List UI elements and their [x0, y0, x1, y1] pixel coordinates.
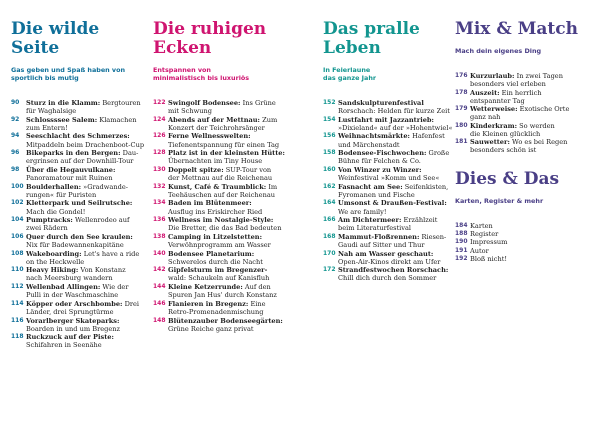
entry-text — [26, 250, 147, 266]
entry-list — [11, 99, 147, 349]
entry-description: beim Literaturfestival — [338, 224, 412, 233]
entry-description: Seifenkisten, — [404, 182, 449, 191]
entry-title: Quer durch den See kraulen: — [26, 232, 133, 241]
section-subtitle: Gas geben und Spaß haben von sportlich bis mutig — [11, 66, 126, 82]
section-subtitle: Mach dein eigenes Ding — [455, 47, 542, 55]
entry-description: Wie der — [102, 283, 129, 292]
entry-title: Flanieren in Bregenz: — [168, 299, 249, 308]
entry-title: Ruckzuck auf der Piste: — [26, 333, 114, 342]
entry-text — [168, 149, 289, 165]
page-number: 100 — [11, 182, 24, 190]
entry-description: besonders schön ist — [470, 146, 537, 155]
page-number: 126 — [153, 132, 166, 140]
toc-entry[interactable] — [11, 283, 147, 299]
entry-text — [26, 183, 147, 199]
entry-description: Retro-Promenadenmischung — [168, 307, 264, 316]
entry-title: Swingolf Bodensee: — [168, 99, 241, 107]
entry-text — [470, 138, 591, 154]
toc-entry[interactable] — [11, 132, 147, 148]
entry-description: besonders viel erleben — [470, 80, 546, 89]
entry-text — [26, 317, 147, 333]
entry-list — [323, 99, 459, 283]
entry-title: Ferne Wellnesswelten: — [168, 132, 251, 141]
entry-text — [26, 116, 147, 132]
entry-text — [168, 116, 289, 132]
entry-description: Grüne Reiche ganz privat — [168, 324, 254, 333]
page-number: 160 — [323, 165, 336, 173]
section-mix-match — [455, 20, 591, 155]
entry-text — [338, 216, 459, 232]
entry-text — [26, 266, 147, 282]
toc-entry[interactable] — [153, 116, 289, 132]
page-number: 114 — [11, 299, 24, 307]
entry-description: Die Bretter, die das Bad bedeuten — [168, 224, 282, 233]
page-number: 94 — [11, 132, 20, 140]
toc-entry[interactable] — [323, 166, 459, 182]
toc-entry[interactable] — [323, 266, 459, 282]
toc-entry[interactable] — [153, 300, 289, 316]
entry-text — [168, 317, 289, 333]
page-number: 104 — [11, 216, 24, 224]
entry-description: rungen« für Puristen — [26, 190, 97, 199]
entry-title: Mammut-Floßrennen: — [338, 232, 420, 241]
entry-description: zwei Rädern — [26, 224, 68, 233]
toc-entry[interactable] — [455, 122, 591, 138]
toc-entry[interactable] — [11, 216, 147, 232]
page-number: 92 — [11, 115, 20, 123]
toc-entry[interactable] — [11, 300, 147, 316]
entry-description: »Dixieland« auf der »Hohentwiel« — [338, 123, 453, 132]
entry-description: Drei — [124, 299, 140, 308]
entry-text: Impressum — [470, 238, 508, 247]
entry-title: Wellenbad Allingen: — [26, 283, 101, 292]
toc-entry[interactable] — [11, 250, 147, 266]
entry-title: Camping in Litzelstetten: — [168, 232, 263, 241]
toc-entry[interactable] — [153, 183, 289, 199]
entry-description: Konzert der Teichrohrsänger — [168, 123, 265, 132]
toc-entry[interactable] — [11, 317, 147, 333]
page-number: 112 — [11, 283, 24, 291]
toc-entry[interactable] — [153, 317, 289, 333]
entry-title: Bikeparks in den Bergen: — [26, 149, 121, 158]
entry-title: Schlossssee Salem: — [26, 115, 98, 124]
toc-entry[interactable] — [153, 99, 289, 115]
entry-text — [26, 233, 147, 249]
entry-description: ergrinsen auf der Downhill-Tour — [26, 157, 134, 166]
toc-entry[interactable] — [11, 333, 147, 349]
entry-description: on the Heckwelle — [26, 257, 85, 266]
page-number: 134 — [153, 199, 166, 207]
toc-entry[interactable] — [455, 105, 591, 121]
entry-text — [168, 266, 289, 282]
entry-title: Kurzurlaub: — [470, 72, 515, 80]
entry-list — [455, 72, 591, 155]
page-number: 102 — [11, 199, 24, 207]
toc-entry[interactable] — [323, 183, 459, 199]
page-number: 116 — [11, 316, 24, 324]
page-number: 188 — [455, 229, 468, 237]
entry-text — [168, 132, 289, 148]
toc-entry[interactable] — [153, 283, 289, 299]
entry-text — [338, 149, 459, 165]
entry-text — [470, 105, 591, 121]
page-number: 152 — [323, 99, 336, 106]
entry-text — [168, 250, 289, 266]
page-number: 136 — [153, 216, 166, 224]
toc-entry[interactable] — [11, 166, 147, 182]
page-number: 128 — [153, 149, 166, 157]
entry-title: Wakeboarding: — [26, 249, 82, 258]
toc-entry[interactable] — [455, 247, 591, 255]
section-title: Mix & Match — [455, 19, 578, 39]
toc-entry[interactable] — [11, 266, 147, 282]
entry-description: Dau- — [122, 149, 139, 158]
entry-description: SUP-Tour von — [225, 165, 272, 174]
entry-text — [26, 199, 147, 215]
entry-text — [338, 116, 459, 132]
entry-title: Abends auf der Mettnau: — [168, 115, 260, 124]
section-das-pralle-leben — [323, 20, 459, 283]
toc-entry[interactable] — [153, 149, 289, 165]
entry-description: »Gradwande- — [83, 182, 128, 191]
toc-entry[interactable] — [153, 166, 289, 182]
entry-text — [338, 99, 459, 115]
entry-description: Ins Grüne — [242, 99, 276, 107]
entry-description: Mach die Gondel! — [26, 207, 86, 216]
toc-entry[interactable] — [11, 99, 147, 115]
entry-description: Erzählzeit — [403, 216, 438, 225]
page-number: 148 — [153, 316, 166, 324]
toc-entry[interactable] — [153, 132, 289, 148]
toc-entry[interactable] — [323, 216, 459, 232]
page-number: 192 — [455, 255, 468, 263]
entry-description: Rorschach: Helden für kurze Zeit — [338, 107, 450, 116]
entry-text: Autor — [470, 246, 489, 255]
entry-description: Zum — [262, 115, 278, 124]
entry-text — [26, 166, 147, 182]
section-title: Dies & Das — [455, 168, 560, 189]
entry-text — [26, 132, 147, 148]
toc-entry[interactable] — [455, 238, 591, 246]
toc-entry[interactable] — [455, 138, 591, 154]
entry-title: Umsonst & Draußen-Festival: — [338, 199, 447, 208]
page-number: 140 — [153, 249, 166, 257]
entry-description: nach Meersburg wandern — [26, 274, 113, 283]
toc-entry[interactable] — [153, 216, 289, 232]
entry-description: Chill dich durch den Sommer — [338, 274, 437, 283]
page-number: 110 — [11, 266, 24, 274]
entry-title: Bodensee-Fischwochen: — [338, 149, 427, 158]
entry-title: Pumptracks: — [26, 216, 73, 225]
page-number: 190 — [455, 238, 468, 246]
page-number: 158 — [323, 149, 336, 157]
entry-text — [26, 149, 147, 165]
entry-description: Boarden in und um Bregenz — [26, 324, 120, 333]
toc-entry[interactable] — [323, 233, 459, 249]
entry-description: Spuren Jan Hus' durch Konstanz — [168, 291, 277, 300]
entry-description: Große — [428, 149, 450, 158]
entry-description: Teehäuschen auf der Reichenau — [168, 190, 276, 199]
toc-entry[interactable] — [455, 89, 591, 105]
entry-title: Wetterweise: — [470, 105, 518, 114]
section-dies-das — [455, 170, 591, 264]
entry-text — [168, 216, 289, 232]
entry-title: Bodensee Planetarium: — [168, 249, 255, 258]
entry-description: Open-Air-Kinos direkt am Ufer — [338, 257, 441, 266]
section-title: Die ruhigen Ecken — [153, 19, 267, 58]
page-number: 166 — [323, 216, 336, 224]
page-number: 118 — [11, 333, 24, 341]
page-number: 180 — [455, 121, 468, 129]
entry-title: Über die Hegauvulkane: — [26, 165, 116, 174]
toc-entry[interactable] — [455, 72, 591, 88]
entry-text — [26, 333, 147, 349]
toc-entry[interactable] — [323, 199, 459, 215]
entry-description: Klamachen — [99, 115, 137, 124]
entry-description: Tiefenentspannung für einen Tag — [168, 140, 280, 149]
toc-entry[interactable] — [323, 250, 459, 266]
entry-description: Let's have a ride — [83, 249, 140, 258]
entry-text — [470, 122, 591, 138]
entry-description: We are family! — [338, 207, 387, 216]
entry-title: Kunst, Café & Traumblick: — [168, 182, 267, 191]
toc-entry[interactable] — [11, 149, 147, 165]
entry-title: Kinderkram: — [470, 121, 518, 130]
entry-description: Verwöhnprogramm am Wasser — [168, 240, 271, 249]
entry-description: Auf den — [244, 283, 271, 292]
toc-entry[interactable] — [455, 230, 591, 238]
entry-title: Kletterpark und Seilrutsche: — [26, 199, 133, 208]
section-die-ruhigen-ecken — [153, 20, 289, 333]
toc-entry[interactable] — [11, 233, 147, 249]
entry-title: Am Dichtermeer: — [338, 216, 402, 225]
entry-description: Eine — [250, 299, 266, 308]
entry-text — [338, 233, 459, 249]
entry-title: Sauwetter: — [470, 138, 510, 147]
entry-description: Im — [268, 182, 278, 191]
section-title: Das pralle Leben — [323, 19, 420, 58]
entry-title: Auszeit: — [470, 88, 500, 97]
toc-entry[interactable] — [11, 183, 147, 199]
section-subtitle: Karten, Register & mehr — [455, 196, 544, 205]
page-number: 184 — [455, 221, 468, 229]
entry-text — [168, 199, 289, 215]
page-number: 168 — [323, 232, 336, 240]
entry-description: die Kleinen glücklich — [470, 129, 541, 138]
entry-title: Sturz in die Klamm: — [26, 99, 101, 107]
entry-title: Boulderhallen: — [26, 182, 82, 191]
entry-title: Köpper oder Arschbombe: — [26, 299, 123, 308]
entry-text — [168, 99, 289, 115]
entry-text — [338, 166, 459, 182]
toc-entry[interactable] — [323, 132, 459, 148]
entry-description: Riesen- — [421, 232, 447, 241]
page-number: 108 — [11, 249, 24, 257]
section-title: Die wilde Seite — [11, 19, 100, 58]
toc-entry[interactable] — [323, 116, 459, 132]
entry-text — [470, 89, 591, 105]
entry-text — [470, 72, 591, 88]
page-number: 124 — [153, 115, 166, 123]
entry-title: Sandskulpturenfestival — [338, 99, 424, 107]
entry-title: Platz ist in der kleinsten Hütte: — [168, 149, 285, 158]
entry-description: Hafenfest — [412, 132, 445, 141]
entry-description: zum Entern! — [26, 123, 68, 132]
entry-description: Bergtouren — [102, 99, 141, 107]
entry-text — [338, 250, 459, 266]
toc-entry[interactable] — [455, 255, 591, 263]
entry-title: Strandfestwochen Rorschach: — [338, 266, 449, 275]
entry-text — [26, 283, 147, 299]
entry-description: Panoramatour mit Ruinen — [26, 174, 113, 183]
entry-description: Ein herrlich — [501, 88, 542, 97]
entry-description: Ausflug ins Eriskircher Ried — [168, 207, 263, 216]
page-number: 98 — [11, 165, 20, 173]
entry-text — [338, 266, 459, 282]
entry-description: Mitpaddeln beim Drachenboot-Cup — [26, 140, 145, 149]
page-number: 156 — [323, 132, 336, 140]
toc-entry[interactable] — [455, 222, 591, 230]
toc-entry[interactable] — [153, 266, 289, 282]
entry-description: Exotische Orte — [519, 105, 570, 114]
entry-title: Doppelt spitze: — [168, 165, 224, 174]
entry-description: für Waghalsige — [26, 107, 77, 116]
entry-title: Seeschlacht des Schmerzes: — [26, 132, 130, 141]
page-number: 142 — [153, 266, 166, 274]
entry-text — [168, 283, 289, 299]
page-number: 179 — [455, 105, 468, 113]
entry-description: der Mettnau auf die Reichenau — [168, 174, 273, 183]
entry-title: Von Winzer zu Winzer: — [338, 165, 422, 174]
entry-description: Gaudi auf Sitter und Thur — [338, 240, 425, 249]
entry-description: Nix für Badewannenkapitäne — [26, 240, 124, 249]
entry-title: Heavy Hiking: — [26, 266, 79, 275]
entry-description: Pulli in der Waschmaschine — [26, 291, 119, 300]
section-subtitle: In Feierlaune das ganze Jahr — [323, 66, 377, 82]
page-number: 90 — [11, 99, 20, 106]
page-number: 170 — [323, 249, 336, 257]
entry-description: Bühne für Felchen & Co. — [338, 157, 421, 166]
entry-description: So werden — [519, 121, 555, 130]
entry-title: Fasnacht am See: — [338, 182, 403, 191]
page-number: 146 — [153, 299, 166, 307]
entry-title: Lustfahrt mit Jazzantrieb: — [338, 115, 434, 124]
page-number: 154 — [323, 115, 336, 123]
entry-description: und Märchenstadt — [338, 140, 400, 149]
page-number: 164 — [323, 199, 336, 207]
entry-description: Fyromanen und Fische — [338, 190, 415, 199]
entry-list — [153, 99, 289, 333]
section-die-wilde-seite — [11, 20, 147, 350]
entry-text — [168, 183, 289, 199]
section-subtitle: Entspannen von minimalistisch bis luxuriös — [153, 66, 250, 82]
entry-description: In zwei Tagen — [516, 72, 563, 80]
entry-description: Von Konstanz — [80, 266, 126, 275]
entry-list — [455, 222, 591, 264]
toc-entry[interactable] — [11, 116, 147, 132]
page-number: 178 — [455, 88, 468, 96]
page-number: 162 — [323, 182, 336, 190]
entry-title: Baden im Blütenmeer: — [168, 199, 252, 208]
entry-title: Nah am Wasser geschaut: — [338, 249, 434, 258]
page-number: 144 — [153, 283, 166, 291]
entry-text: Bloß nicht! — [470, 255, 508, 264]
column-mix-and-dies — [455, 20, 591, 264]
toc-entry[interactable] — [153, 233, 289, 249]
toc-entry[interactable] — [323, 149, 459, 165]
entry-description: Wellenrodeo auf — [74, 216, 130, 225]
entry-title: Kleine Ketzerrunde: — [168, 283, 243, 292]
entry-text — [168, 166, 289, 182]
entry-description: Schifahren in Seenähe — [26, 341, 102, 350]
entry-title: Weihnachtsmärkte: — [338, 132, 410, 141]
page-number: 172 — [323, 266, 336, 274]
toc-entry[interactable] — [323, 99, 459, 115]
entry-description: Wo es bei Regen — [512, 138, 568, 147]
entry-text — [26, 99, 147, 115]
entry-text — [168, 300, 289, 316]
entry-description: Übernachten im Tiny House — [168, 157, 263, 166]
entry-title: Blütenzauber Bodenseegärten: — [168, 316, 283, 325]
entry-title: Vorarlberger Skateparks: — [26, 316, 120, 325]
page-number: 130 — [153, 165, 166, 173]
entry-text — [26, 216, 147, 232]
entry-description: Schwerelos durch die Nacht — [168, 257, 263, 266]
entry-description: wald: Schaukeln auf Kanisfluh — [168, 274, 270, 283]
page-number: 132 — [153, 182, 166, 190]
page-number: 138 — [153, 232, 166, 240]
toc-entry[interactable] — [11, 199, 147, 215]
entry-text: Karten — [470, 221, 493, 230]
entry-text — [338, 183, 459, 199]
entry-title: Gipfelsturm im Bregenzer- — [168, 266, 268, 275]
page-number: 106 — [11, 232, 24, 240]
page-number: 191 — [455, 246, 468, 254]
page-number: 176 — [455, 72, 468, 79]
toc-entry[interactable] — [153, 199, 289, 215]
entry-description: entspannter Tag — [470, 96, 525, 105]
entry-description: ganz nah — [470, 113, 501, 122]
entry-text — [338, 132, 459, 148]
page-number: 181 — [455, 138, 468, 146]
entry-title: Wellness im Nostalgie-Style: — [168, 216, 274, 225]
entry-text — [26, 300, 147, 316]
entry-text — [338, 199, 459, 215]
page-number: 96 — [11, 149, 20, 157]
entry-text — [168, 233, 289, 249]
entry-description: Länder, drei Sprungtürme — [26, 307, 114, 316]
entry-text: Register — [470, 229, 499, 238]
page-number: 122 — [153, 99, 166, 106]
entry-description: mit Schwung — [168, 107, 212, 116]
toc-entry[interactable] — [153, 250, 289, 266]
entry-description: Weinfestival »Komm und See« — [338, 174, 440, 183]
